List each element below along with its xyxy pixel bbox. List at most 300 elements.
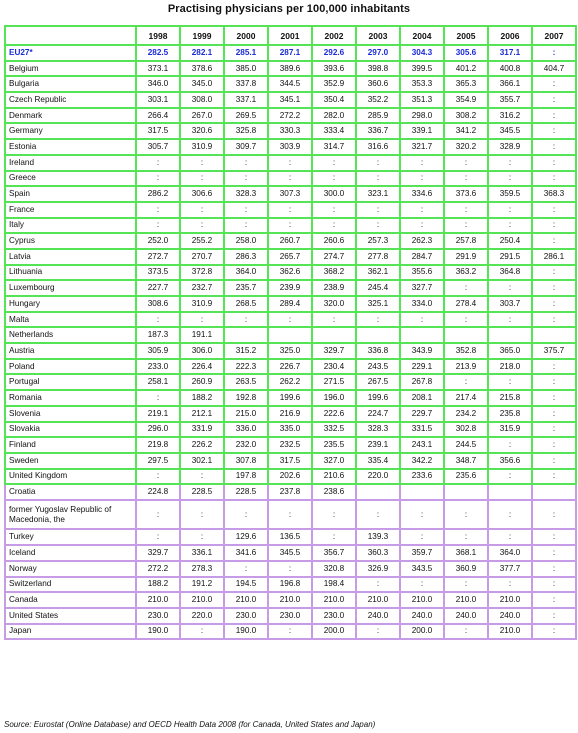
value-cell: : xyxy=(312,202,356,218)
value-cell: : xyxy=(488,171,532,187)
value-cell: 292.6 xyxy=(312,45,356,61)
value-cell xyxy=(444,484,488,500)
value-cell: 284.7 xyxy=(400,249,444,265)
value-cell: 373.1 xyxy=(136,61,180,77)
table-row xyxy=(5,453,576,469)
table-row xyxy=(5,312,576,328)
value-cell xyxy=(356,327,400,343)
value-cell: : xyxy=(532,139,576,155)
value-cell: 250.4 xyxy=(488,233,532,249)
value-cell: : xyxy=(444,529,488,545)
value-cell: : xyxy=(488,202,532,218)
value-cell: 339.1 xyxy=(400,123,444,139)
value-cell: : xyxy=(488,312,532,328)
row-label: Croatia xyxy=(5,484,136,500)
value-cell: 353.3 xyxy=(400,76,444,92)
value-cell: : xyxy=(532,500,576,530)
value-cell: 210.0 xyxy=(180,592,224,608)
value-cell xyxy=(312,327,356,343)
table-row xyxy=(5,359,576,375)
value-cell: 329.7 xyxy=(136,545,180,561)
value-cell: 368.1 xyxy=(444,545,488,561)
column-header: 2003 xyxy=(356,26,400,45)
value-cell: 328.9 xyxy=(488,139,532,155)
value-cell: 364.8 xyxy=(488,265,532,281)
row-label: former Yugoslav Republic of Macedonia, the xyxy=(5,500,136,530)
value-cell: 345.0 xyxy=(180,76,224,92)
value-cell: 238.9 xyxy=(312,280,356,296)
table-row xyxy=(5,561,576,577)
value-cell: 267.5 xyxy=(356,374,400,390)
value-cell: 191.2 xyxy=(180,577,224,593)
value-cell: 286.3 xyxy=(224,249,268,265)
row-label: EU27* xyxy=(5,45,136,61)
row-label: Japan xyxy=(5,624,136,640)
value-cell: 314.7 xyxy=(312,139,356,155)
value-cell: 366.1 xyxy=(488,76,532,92)
value-cell: 139.3 xyxy=(356,529,400,545)
value-cell: 320.0 xyxy=(312,296,356,312)
value-cell: 234.2 xyxy=(444,406,488,422)
value-cell: 320.6 xyxy=(180,123,224,139)
value-cell: 230.4 xyxy=(312,359,356,375)
column-header: 2006 xyxy=(488,26,532,45)
value-cell: 310.9 xyxy=(180,139,224,155)
value-cell: : xyxy=(400,312,444,328)
value-cell: 335.0 xyxy=(268,422,312,438)
value-cell: : xyxy=(532,453,576,469)
value-cell: 393.6 xyxy=(312,61,356,77)
column-header: 2001 xyxy=(268,26,312,45)
value-cell: 308.6 xyxy=(136,296,180,312)
value-cell: 270.7 xyxy=(180,249,224,265)
value-cell: : xyxy=(532,359,576,375)
row-label: Cyprus xyxy=(5,233,136,249)
value-cell: 266.4 xyxy=(136,108,180,124)
value-cell: : xyxy=(136,390,180,406)
value-cell: 308.2 xyxy=(444,108,488,124)
value-cell: 232.5 xyxy=(268,437,312,453)
value-cell: : xyxy=(532,171,576,187)
value-cell: 267.8 xyxy=(400,374,444,390)
column-header: 1998 xyxy=(136,26,180,45)
table-row xyxy=(5,108,576,124)
value-cell: : xyxy=(488,529,532,545)
value-cell: 325.1 xyxy=(356,296,400,312)
value-cell: 351.3 xyxy=(400,92,444,108)
table-row xyxy=(5,249,576,265)
value-cell: 364.0 xyxy=(224,265,268,281)
value-cell: 302.8 xyxy=(444,422,488,438)
value-cell: 304.3 xyxy=(400,45,444,61)
value-cell: : xyxy=(444,202,488,218)
row-label: Germany xyxy=(5,123,136,139)
value-cell: 226.7 xyxy=(268,359,312,375)
value-cell: 377.7 xyxy=(488,561,532,577)
value-cell: 278.3 xyxy=(180,561,224,577)
value-cell: : xyxy=(356,624,400,640)
value-cell: 198.4 xyxy=(312,577,356,593)
table-row xyxy=(5,265,576,281)
value-cell: 265.7 xyxy=(268,249,312,265)
value-cell: 337.8 xyxy=(224,76,268,92)
value-cell: : xyxy=(356,202,400,218)
value-cell: 300.0 xyxy=(312,186,356,202)
value-cell: 202.6 xyxy=(268,469,312,485)
value-cell: 356.6 xyxy=(488,453,532,469)
value-cell: : xyxy=(136,171,180,187)
value-cell: 326.9 xyxy=(356,561,400,577)
value-cell: 352.8 xyxy=(444,343,488,359)
value-cell: 335.4 xyxy=(356,453,400,469)
value-cell: 305.9 xyxy=(136,343,180,359)
value-cell: : xyxy=(532,469,576,485)
table-row xyxy=(5,343,576,359)
table-row xyxy=(5,202,576,218)
value-cell xyxy=(532,484,576,500)
value-cell: 368.3 xyxy=(532,186,576,202)
table-row xyxy=(5,218,576,234)
value-cell: 346.0 xyxy=(136,76,180,92)
value-cell: 215.8 xyxy=(488,390,532,406)
row-label: France xyxy=(5,202,136,218)
value-cell: 359.5 xyxy=(488,186,532,202)
value-cell: 343.9 xyxy=(400,343,444,359)
table-row xyxy=(5,186,576,202)
value-cell: 398.8 xyxy=(356,61,400,77)
value-cell: 330.3 xyxy=(268,123,312,139)
value-cell: : xyxy=(444,374,488,390)
value-cell: : xyxy=(180,469,224,485)
value-cell: 199.6 xyxy=(268,390,312,406)
value-cell: 210.0 xyxy=(312,592,356,608)
value-cell: 210.0 xyxy=(224,592,268,608)
value-cell: 316.2 xyxy=(488,108,532,124)
value-cell: 372.8 xyxy=(180,265,224,281)
row-label: Finland xyxy=(5,437,136,453)
value-cell: 297.5 xyxy=(136,453,180,469)
value-cell: 237.8 xyxy=(268,484,312,500)
value-cell: : xyxy=(532,374,576,390)
value-cell: 307.3 xyxy=(268,186,312,202)
value-cell xyxy=(224,327,268,343)
value-cell: : xyxy=(312,529,356,545)
value-cell: 401.2 xyxy=(444,61,488,77)
value-cell: 262.3 xyxy=(400,233,444,249)
value-cell: 389.6 xyxy=(268,61,312,77)
value-cell: 230.0 xyxy=(224,608,268,624)
value-cell: 243.5 xyxy=(356,359,400,375)
value-cell: 342.2 xyxy=(400,453,444,469)
value-cell: : xyxy=(136,469,180,485)
value-cell: 244.5 xyxy=(444,437,488,453)
value-cell: 226.4 xyxy=(180,359,224,375)
value-cell: 233.0 xyxy=(136,359,180,375)
value-cell: 219.8 xyxy=(136,437,180,453)
value-cell: 226.2 xyxy=(180,437,224,453)
value-cell: : xyxy=(268,561,312,577)
value-cell: 245.4 xyxy=(356,280,400,296)
row-label: Spain xyxy=(5,186,136,202)
value-cell: : xyxy=(532,280,576,296)
value-cell: 210.0 xyxy=(356,592,400,608)
value-cell: : xyxy=(532,155,576,171)
value-cell: 200.0 xyxy=(400,624,444,640)
row-label: Iceland xyxy=(5,545,136,561)
value-cell: 336.7 xyxy=(356,123,400,139)
value-cell: 306.0 xyxy=(180,343,224,359)
value-cell: 190.0 xyxy=(136,624,180,640)
value-cell: : xyxy=(356,155,400,171)
value-cell: : xyxy=(532,545,576,561)
value-cell: : xyxy=(268,624,312,640)
row-label: Malta xyxy=(5,312,136,328)
value-cell: 210.0 xyxy=(444,592,488,608)
row-label: Slovenia xyxy=(5,406,136,422)
value-cell: 307.8 xyxy=(224,453,268,469)
value-cell: 378.6 xyxy=(180,61,224,77)
eu-row xyxy=(5,45,576,61)
value-cell: 229.1 xyxy=(400,359,444,375)
value-cell: : xyxy=(532,529,576,545)
value-cell: 282.0 xyxy=(312,108,356,124)
value-cell: 282.1 xyxy=(180,45,224,61)
table-row xyxy=(5,327,576,343)
value-cell: : xyxy=(532,608,576,624)
value-cell: : xyxy=(268,202,312,218)
value-cell: 224.8 xyxy=(136,484,180,500)
value-cell: 352.2 xyxy=(356,92,400,108)
value-cell: : xyxy=(268,312,312,328)
value-cell: : xyxy=(444,312,488,328)
value-cell: 289.4 xyxy=(268,296,312,312)
value-cell: : xyxy=(488,469,532,485)
value-cell: : xyxy=(488,437,532,453)
value-cell: 368.2 xyxy=(312,265,356,281)
value-cell: 229.7 xyxy=(400,406,444,422)
value-cell: : xyxy=(532,92,576,108)
value-cell: : xyxy=(180,171,224,187)
table-row xyxy=(5,233,576,249)
value-cell: 321.7 xyxy=(400,139,444,155)
value-cell: 220.0 xyxy=(356,469,400,485)
table-row xyxy=(5,155,576,171)
value-cell: 352.9 xyxy=(312,76,356,92)
table-row xyxy=(5,171,576,187)
value-cell: 325.0 xyxy=(268,343,312,359)
column-header: 2005 xyxy=(444,26,488,45)
value-cell: : xyxy=(488,374,532,390)
value-cell xyxy=(268,327,312,343)
table-title: Practising physicians per 100,000 inhabitants xyxy=(167,3,411,15)
value-cell: 218.0 xyxy=(488,359,532,375)
table-row xyxy=(5,624,576,640)
value-cell: 258.0 xyxy=(224,233,268,249)
value-cell: 210.0 xyxy=(400,592,444,608)
value-cell: : xyxy=(356,312,400,328)
value-cell: 188.2 xyxy=(180,390,224,406)
value-cell: 192.8 xyxy=(224,390,268,406)
value-cell: : xyxy=(136,500,180,530)
value-cell: 323.1 xyxy=(356,186,400,202)
column-header: 2002 xyxy=(312,26,356,45)
row-label: Ireland xyxy=(5,155,136,171)
value-cell: 285.9 xyxy=(356,108,400,124)
value-cell xyxy=(444,327,488,343)
value-cell: 334.0 xyxy=(400,296,444,312)
value-cell xyxy=(532,327,576,343)
value-cell: 308.0 xyxy=(180,92,224,108)
value-cell: 240.0 xyxy=(444,608,488,624)
value-cell: : xyxy=(180,218,224,234)
value-cell: : xyxy=(268,171,312,187)
value-cell: 224.7 xyxy=(356,406,400,422)
value-cell: 354.9 xyxy=(444,92,488,108)
value-cell: 210.0 xyxy=(136,592,180,608)
value-cell: 309.7 xyxy=(224,139,268,155)
value-cell: : xyxy=(444,155,488,171)
value-cell xyxy=(356,484,400,500)
value-cell: 331.9 xyxy=(180,422,224,438)
value-cell: : xyxy=(136,218,180,234)
header-row xyxy=(5,26,576,45)
value-cell: 199.6 xyxy=(356,390,400,406)
table-row xyxy=(5,422,576,438)
value-cell: : xyxy=(268,218,312,234)
value-cell: : xyxy=(532,624,576,640)
value-cell: 356.7 xyxy=(312,545,356,561)
value-cell: 260.7 xyxy=(268,233,312,249)
table-row xyxy=(5,529,576,545)
value-cell: : xyxy=(532,45,576,61)
value-cell: : xyxy=(532,233,576,249)
value-cell: 272.7 xyxy=(136,249,180,265)
value-cell: 296.0 xyxy=(136,422,180,438)
value-cell: 327.7 xyxy=(400,280,444,296)
table-row xyxy=(5,296,576,312)
value-cell: 233.6 xyxy=(400,469,444,485)
value-cell: : xyxy=(312,218,356,234)
value-cell: : xyxy=(532,592,576,608)
row-label: Belgium xyxy=(5,61,136,77)
column-header: 2004 xyxy=(400,26,444,45)
value-cell: 302.1 xyxy=(180,453,224,469)
value-cell: : xyxy=(488,155,532,171)
value-cell: 305.6 xyxy=(444,45,488,61)
value-cell: 187.3 xyxy=(136,327,180,343)
value-cell: 260.6 xyxy=(312,233,356,249)
value-cell: : xyxy=(532,218,576,234)
value-cell: 238.6 xyxy=(312,484,356,500)
value-cell: 364.0 xyxy=(488,545,532,561)
value-cell: 333.4 xyxy=(312,123,356,139)
value-cell: 235.5 xyxy=(312,437,356,453)
value-cell: 235.8 xyxy=(488,406,532,422)
value-cell: 190.0 xyxy=(224,624,268,640)
value-cell: : xyxy=(532,406,576,422)
value-cell: 399.5 xyxy=(400,61,444,77)
value-cell: : xyxy=(444,171,488,187)
table-row xyxy=(5,592,576,608)
value-cell: 271.5 xyxy=(312,374,356,390)
value-cell: : xyxy=(136,529,180,545)
value-cell: 188.2 xyxy=(136,577,180,593)
value-cell: 400.8 xyxy=(488,61,532,77)
table-row xyxy=(5,469,576,485)
value-cell: : xyxy=(180,155,224,171)
value-cell: 341.6 xyxy=(224,545,268,561)
value-cell: 355.7 xyxy=(488,92,532,108)
row-label: Bulgaria xyxy=(5,76,136,92)
value-cell: 359.7 xyxy=(400,545,444,561)
value-cell: : xyxy=(356,577,400,593)
value-cell: : xyxy=(224,202,268,218)
value-cell: : xyxy=(224,500,268,530)
value-cell: 343.5 xyxy=(400,561,444,577)
value-cell: 212.1 xyxy=(180,406,224,422)
value-cell: : xyxy=(532,202,576,218)
value-cell: : xyxy=(312,312,356,328)
value-cell: : xyxy=(356,218,400,234)
value-cell: 327.0 xyxy=(312,453,356,469)
row-label: Turkey xyxy=(5,529,136,545)
value-cell: : xyxy=(488,500,532,530)
value-cell: : xyxy=(400,171,444,187)
value-cell: : xyxy=(180,529,224,545)
value-cell: 213.9 xyxy=(444,359,488,375)
value-cell: 350.4 xyxy=(312,92,356,108)
table-row xyxy=(5,280,576,296)
value-cell: 262.2 xyxy=(268,374,312,390)
row-label: Italy xyxy=(5,218,136,234)
table-row xyxy=(5,545,576,561)
value-cell: 345.5 xyxy=(488,123,532,139)
value-cell: 345.5 xyxy=(268,545,312,561)
row-label: Poland xyxy=(5,359,136,375)
value-cell: 232.0 xyxy=(224,437,268,453)
value-cell: 216.9 xyxy=(268,406,312,422)
value-cell: 255.2 xyxy=(180,233,224,249)
row-label: Estonia xyxy=(5,139,136,155)
value-cell: 240.0 xyxy=(400,608,444,624)
value-cell: : xyxy=(488,280,532,296)
row-label: Austria xyxy=(5,343,136,359)
value-cell: 320.8 xyxy=(312,561,356,577)
value-cell: : xyxy=(224,561,268,577)
value-cell: 217.4 xyxy=(444,390,488,406)
table-row xyxy=(5,390,576,406)
value-cell: 291.5 xyxy=(488,249,532,265)
value-cell: : xyxy=(444,218,488,234)
value-cell: : xyxy=(180,624,224,640)
value-cell: 268.5 xyxy=(224,296,268,312)
column-header: 2000 xyxy=(224,26,268,45)
table-row xyxy=(5,406,576,422)
value-cell: 239.1 xyxy=(356,437,400,453)
row-label: Slovakia xyxy=(5,422,136,438)
table-row xyxy=(5,76,576,92)
value-cell: 303.1 xyxy=(136,92,180,108)
row-label: United Kingdom xyxy=(5,469,136,485)
value-cell: 257.3 xyxy=(356,233,400,249)
value-cell: 336.1 xyxy=(180,545,224,561)
value-cell: 260.9 xyxy=(180,374,224,390)
value-cell: : xyxy=(532,312,576,328)
value-cell: 286.2 xyxy=(136,186,180,202)
value-cell: 297.0 xyxy=(356,45,400,61)
value-cell: 315.2 xyxy=(224,343,268,359)
value-cell: 252.0 xyxy=(136,233,180,249)
